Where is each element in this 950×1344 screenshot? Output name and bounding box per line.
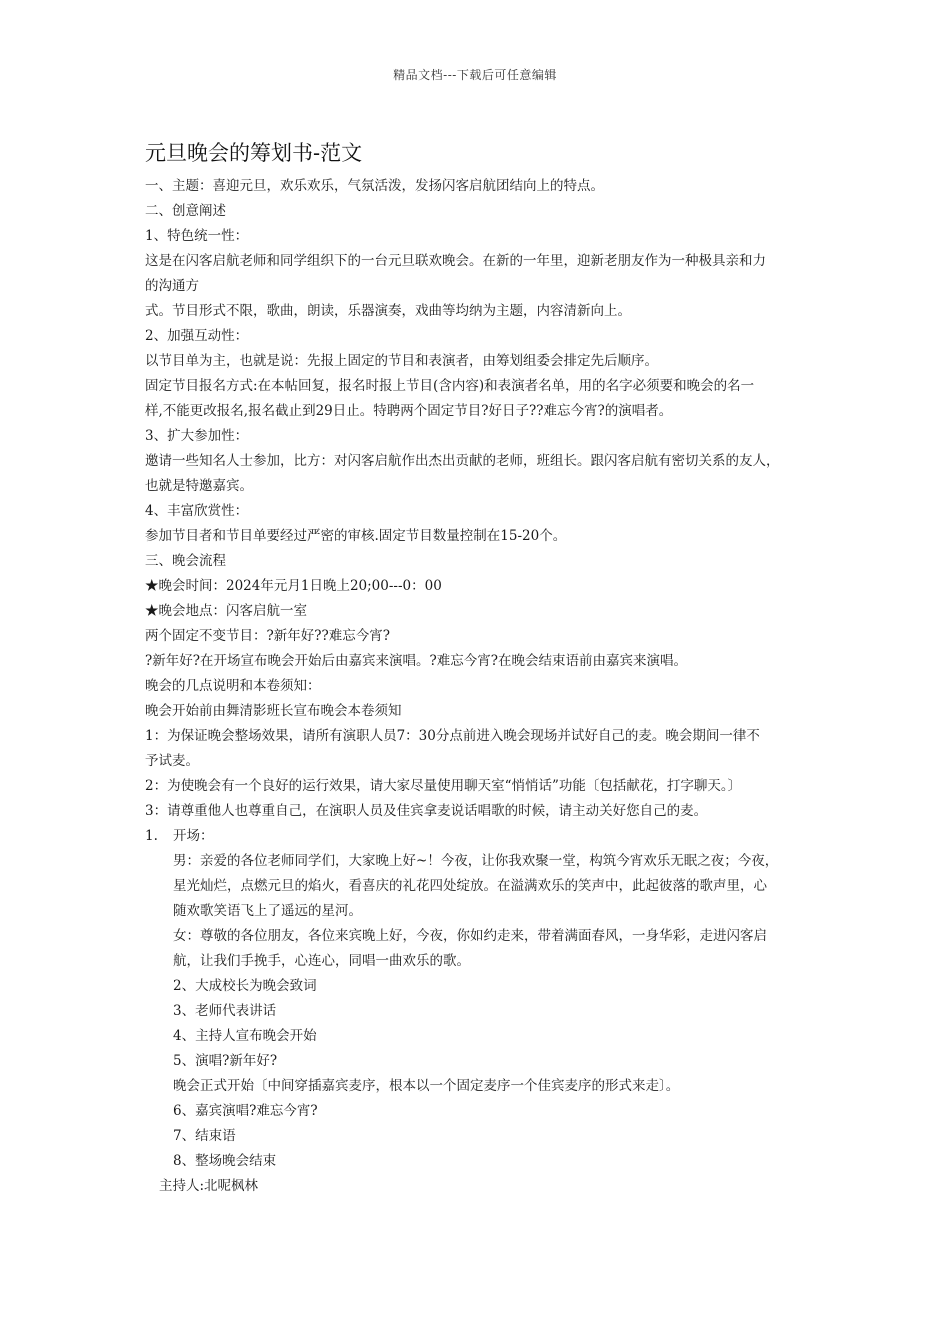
program-item: 3、老师代表讲话 (173, 1003, 277, 1019)
program-item: 8、整场晚会结束 (173, 1153, 277, 1169)
theme-line: 一、主题：喜迎元旦，欢乐欢乐，气氛活泼，发扬闪客启航团结向上的特点。 (145, 178, 604, 194)
paragraph-line: ?新年好?在开场宣布晚会开始后由嘉宾来演唱。?难忘今宵?在晚会结束语前由嘉宾来演唱。 (145, 653, 687, 669)
program-note: 晚会正式开始〔中间穿插嘉宾麦序，根本以一个固定麦序一个佳宾麦序的形式来走〕。 (173, 1078, 680, 1094)
program-item: 2、大成校长为晚会致词 (173, 978, 317, 994)
subsection-heading: 3、扩大参加性： (145, 428, 249, 444)
notice-line: 予试麦。 (145, 753, 199, 769)
document-title: 元旦晚会的筹划书-范文 (145, 141, 363, 165)
paragraph-line: 固定节目报名方式:在本帖回复，报名时报上节目(含内容)和表演者名单，用的名字必须要和晚会的名一 (145, 378, 755, 394)
paragraph-line: 式。节目形式不限，歌曲，朗读，乐器演奏，戏曲等均纳为主题，内容清新向上。 (145, 303, 631, 319)
program-item: 4、主持人宣布晚会开始 (173, 1028, 317, 1044)
paragraph-line: 晚会的几点说明和本卷须知： (145, 678, 321, 694)
paragraph-line: 的沟通方 (145, 278, 199, 294)
host-speech-line: 航，让我们手挽手，心连心，同唱一曲欢乐的歌。 (173, 953, 470, 969)
program-item: 6、嘉宾演唱?难忘今宵? (173, 1103, 318, 1119)
host-speech-line: 随欢歌笑语飞上了遥远的星河。 (173, 903, 362, 919)
paragraph-line: 晚会开始前由舞清影班长宣布晚会本卷须知 (145, 703, 402, 719)
subsection-heading: 2、加强互动性： (145, 328, 249, 344)
event-location: ★晚会地点：闪客启航一室 (145, 603, 307, 619)
notice-line: 2：为使晚会有一个良好的运行效果，请大家尽量使用聊天室“悄悄话”功能〔包括献花，打字聊天。〕 (145, 778, 742, 794)
notice-line: 3：请尊重他人也尊重自己，在演职人员及佳宾拿麦说话唱歌的时候，请主动关好您自己的麦。 (145, 803, 708, 819)
paragraph-line: 邀请一些知名人士参加，比方：对闪客启航作出杰出贡献的老师，班组长。跟闪客启航有密切关系的友人， (145, 453, 780, 469)
host-credit: 主持人:北呢枫林 (159, 1178, 259, 1194)
paragraph-line: 样,不能更改报名,报名截止到29日止。特聘两个固定节目?好日子??难忘今宵?的演唱者。 (145, 403, 673, 419)
page-header: 精品文档---下载后可任意编辑 (393, 68, 557, 82)
paragraph-line: 以节目单为主，也就是说：先报上固定的节目和表演者，由筹划组委会排定先后顺序。 (145, 353, 658, 369)
program-item: 5、演唱?新年好? (173, 1053, 278, 1069)
program-item: 7、结束语 (173, 1128, 236, 1144)
paragraph-line: 也就是特邀嘉宾。 (145, 478, 253, 494)
numbered-item-opening (145, 824, 815, 849)
paragraph-line: 参加节目者和节目单要经过严密的审核.固定节目数量控制在15-20个。 (145, 528, 567, 544)
host-speech-line: 男：亲爱的各位老师同学们，大家晚上好~！今夜，让你我欢聚一堂，构筑今宵欢乐无眠之夜；今夜， (173, 853, 779, 869)
section-heading: 三、晚会流程 (145, 553, 226, 569)
subsection-heading: 4、丰富欣赏性： (145, 503, 249, 519)
document-body (145, 174, 815, 1199)
paragraph-line: 这是在闪客启航老师和同学组织下的一台元旦联欢晚会。在新的一年里，迎新老朋友作为一种极具亲和力 (145, 253, 766, 269)
event-time: ★晚会时间：2024年元月1日晚上20;00---0：00 (145, 578, 442, 594)
section-heading: 二、创意阐述 (145, 203, 226, 219)
list-item-text: 开场： (173, 828, 214, 844)
host-speech-line: 星光灿烂，点燃元旦的焰火，看喜庆的礼花四处绽放。在溢满欢乐的笑声中，此起彼落的歌声里，心 (173, 878, 767, 894)
host-speech-line: 女：尊敬的各位朋友，各位来宾晚上好，今夜，你如约走来，带着满面春风，一身华彩，走进闪客启 (173, 928, 767, 944)
subsection-heading: 1、特色统一性： (145, 228, 249, 244)
paragraph-line: 两个固定不变节目：?新年好??难忘今宵? (145, 628, 390, 644)
list-number: 1. (145, 828, 158, 844)
notice-line: 1：为保证晚会整场效果，请所有演职人员7：30分点前进入晚会现场并试好自己的麦。晚会期间一律不 (145, 728, 760, 744)
